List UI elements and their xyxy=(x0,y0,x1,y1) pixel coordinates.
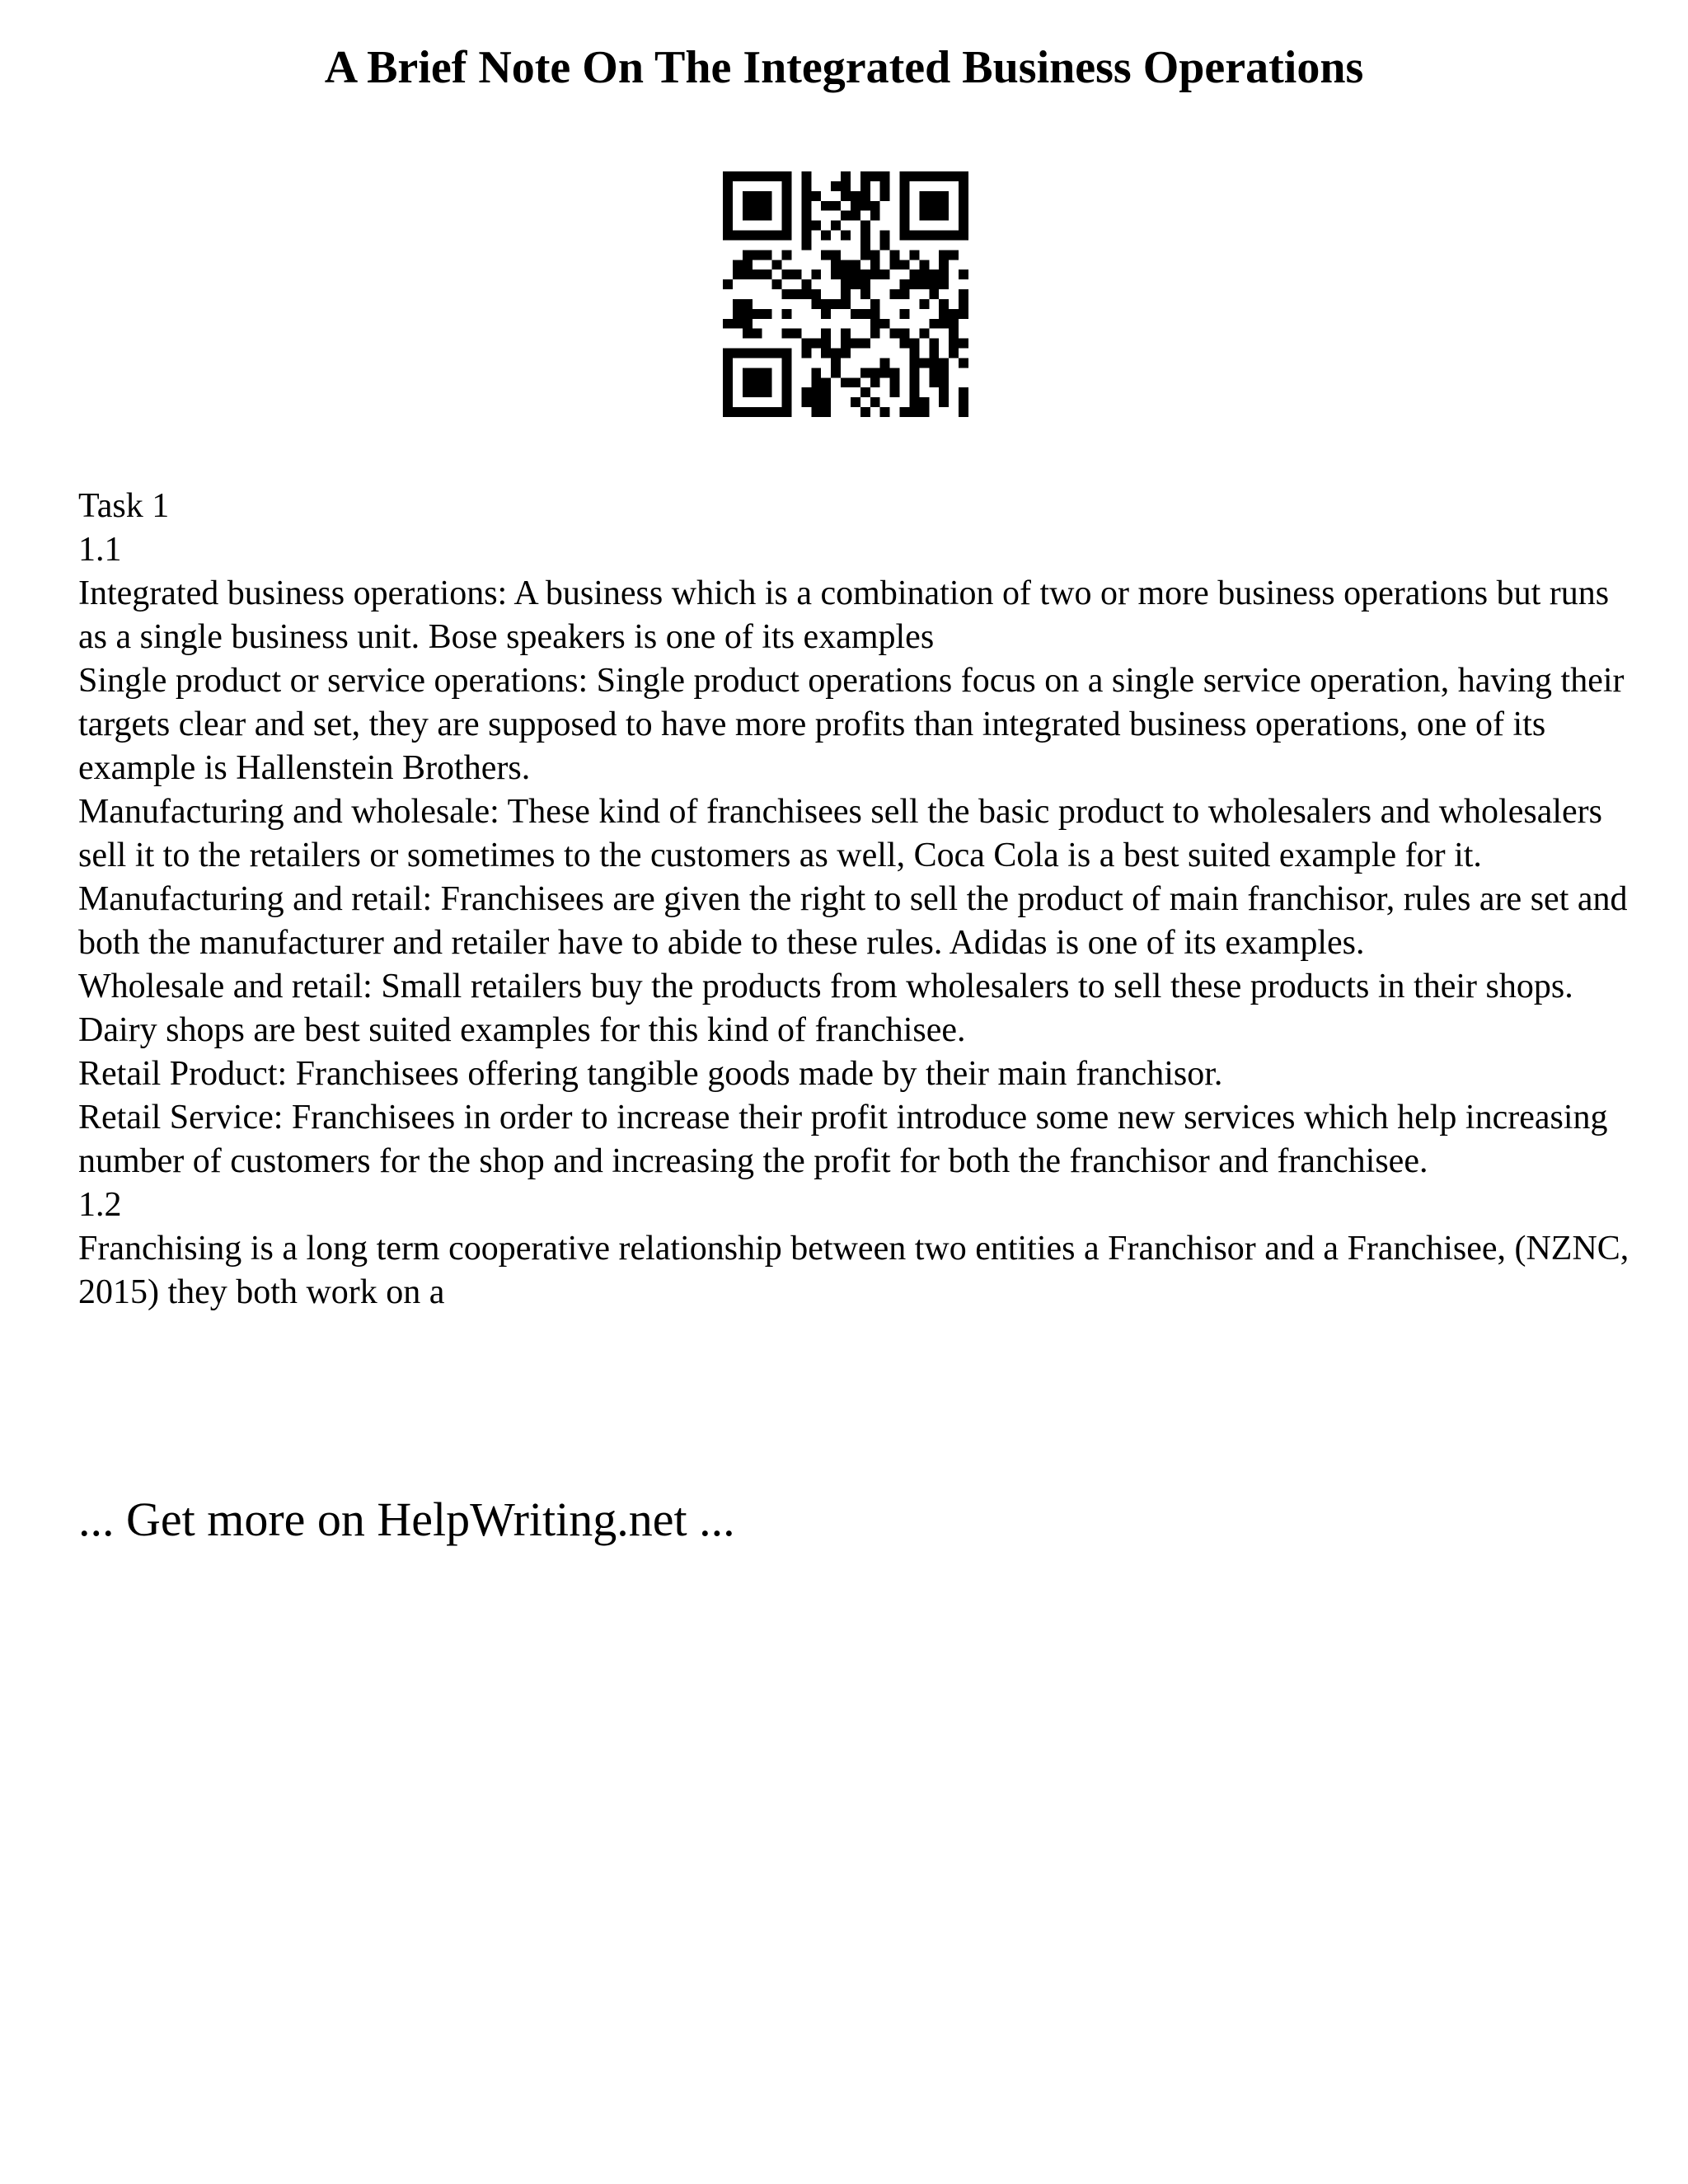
paragraph: Manufacturing and wholesale: These kind of franchisees sell the basic product to wholesalers and wholesalers sell it to the retailers or sometimes to the customers as well, Coca Cola is a best suited example for it. xyxy=(78,793,1602,874)
section-number: 1.1 xyxy=(78,531,122,569)
paragraph: Retail Product: Franchisees offering tangible goods made by their main franchisor. xyxy=(78,1055,1223,1093)
qr-code-icon xyxy=(723,171,968,417)
paragraph: Retail Service: Franchisees in order to increase their profit introduce some new services which help increasing number of customers for the shop and increasing the profit for both the franchisor and franchisee. xyxy=(78,1099,1608,1180)
paragraph: Manufacturing and retail: Franchisees are given the right to sell the product of main franchisor, rules are set and both the manufacturer and retailer have to abide to these rules. Adidas is one of its examples. xyxy=(78,880,1628,962)
paragraph: Franchising is a long term cooperative relationship between two entities a Franchisor and a Franchisee, (NZNC, 2015) they both work on a xyxy=(78,1230,1629,1311)
task-heading: Task 1 xyxy=(78,487,170,525)
page-title: A Brief Note On The Integrated Business Operations xyxy=(324,42,1364,93)
document-body xyxy=(78,485,1636,1315)
get-more-link[interactable]: ... Get more on HelpWriting.net ... xyxy=(78,1493,735,1546)
paragraph: Wholesale and retail: Small retailers buy the products from wholesalers to sell these products in their shops. Dairy shops are best suited examples for this kind of franchisee. xyxy=(78,968,1573,1049)
section-number: 1.2 xyxy=(78,1186,122,1224)
paragraph: Single product or service operations: Single product operations focus on a single service operation, having their targets clear and set, they are supposed to have more profits than integrated business operations, one of its example is Hallenstein Brothers. xyxy=(78,662,1625,787)
paragraph: Integrated business operations: A business which is a combination of two or more business operations but runs as a single business unit. Bose speakers is one of its examples xyxy=(78,574,1610,656)
